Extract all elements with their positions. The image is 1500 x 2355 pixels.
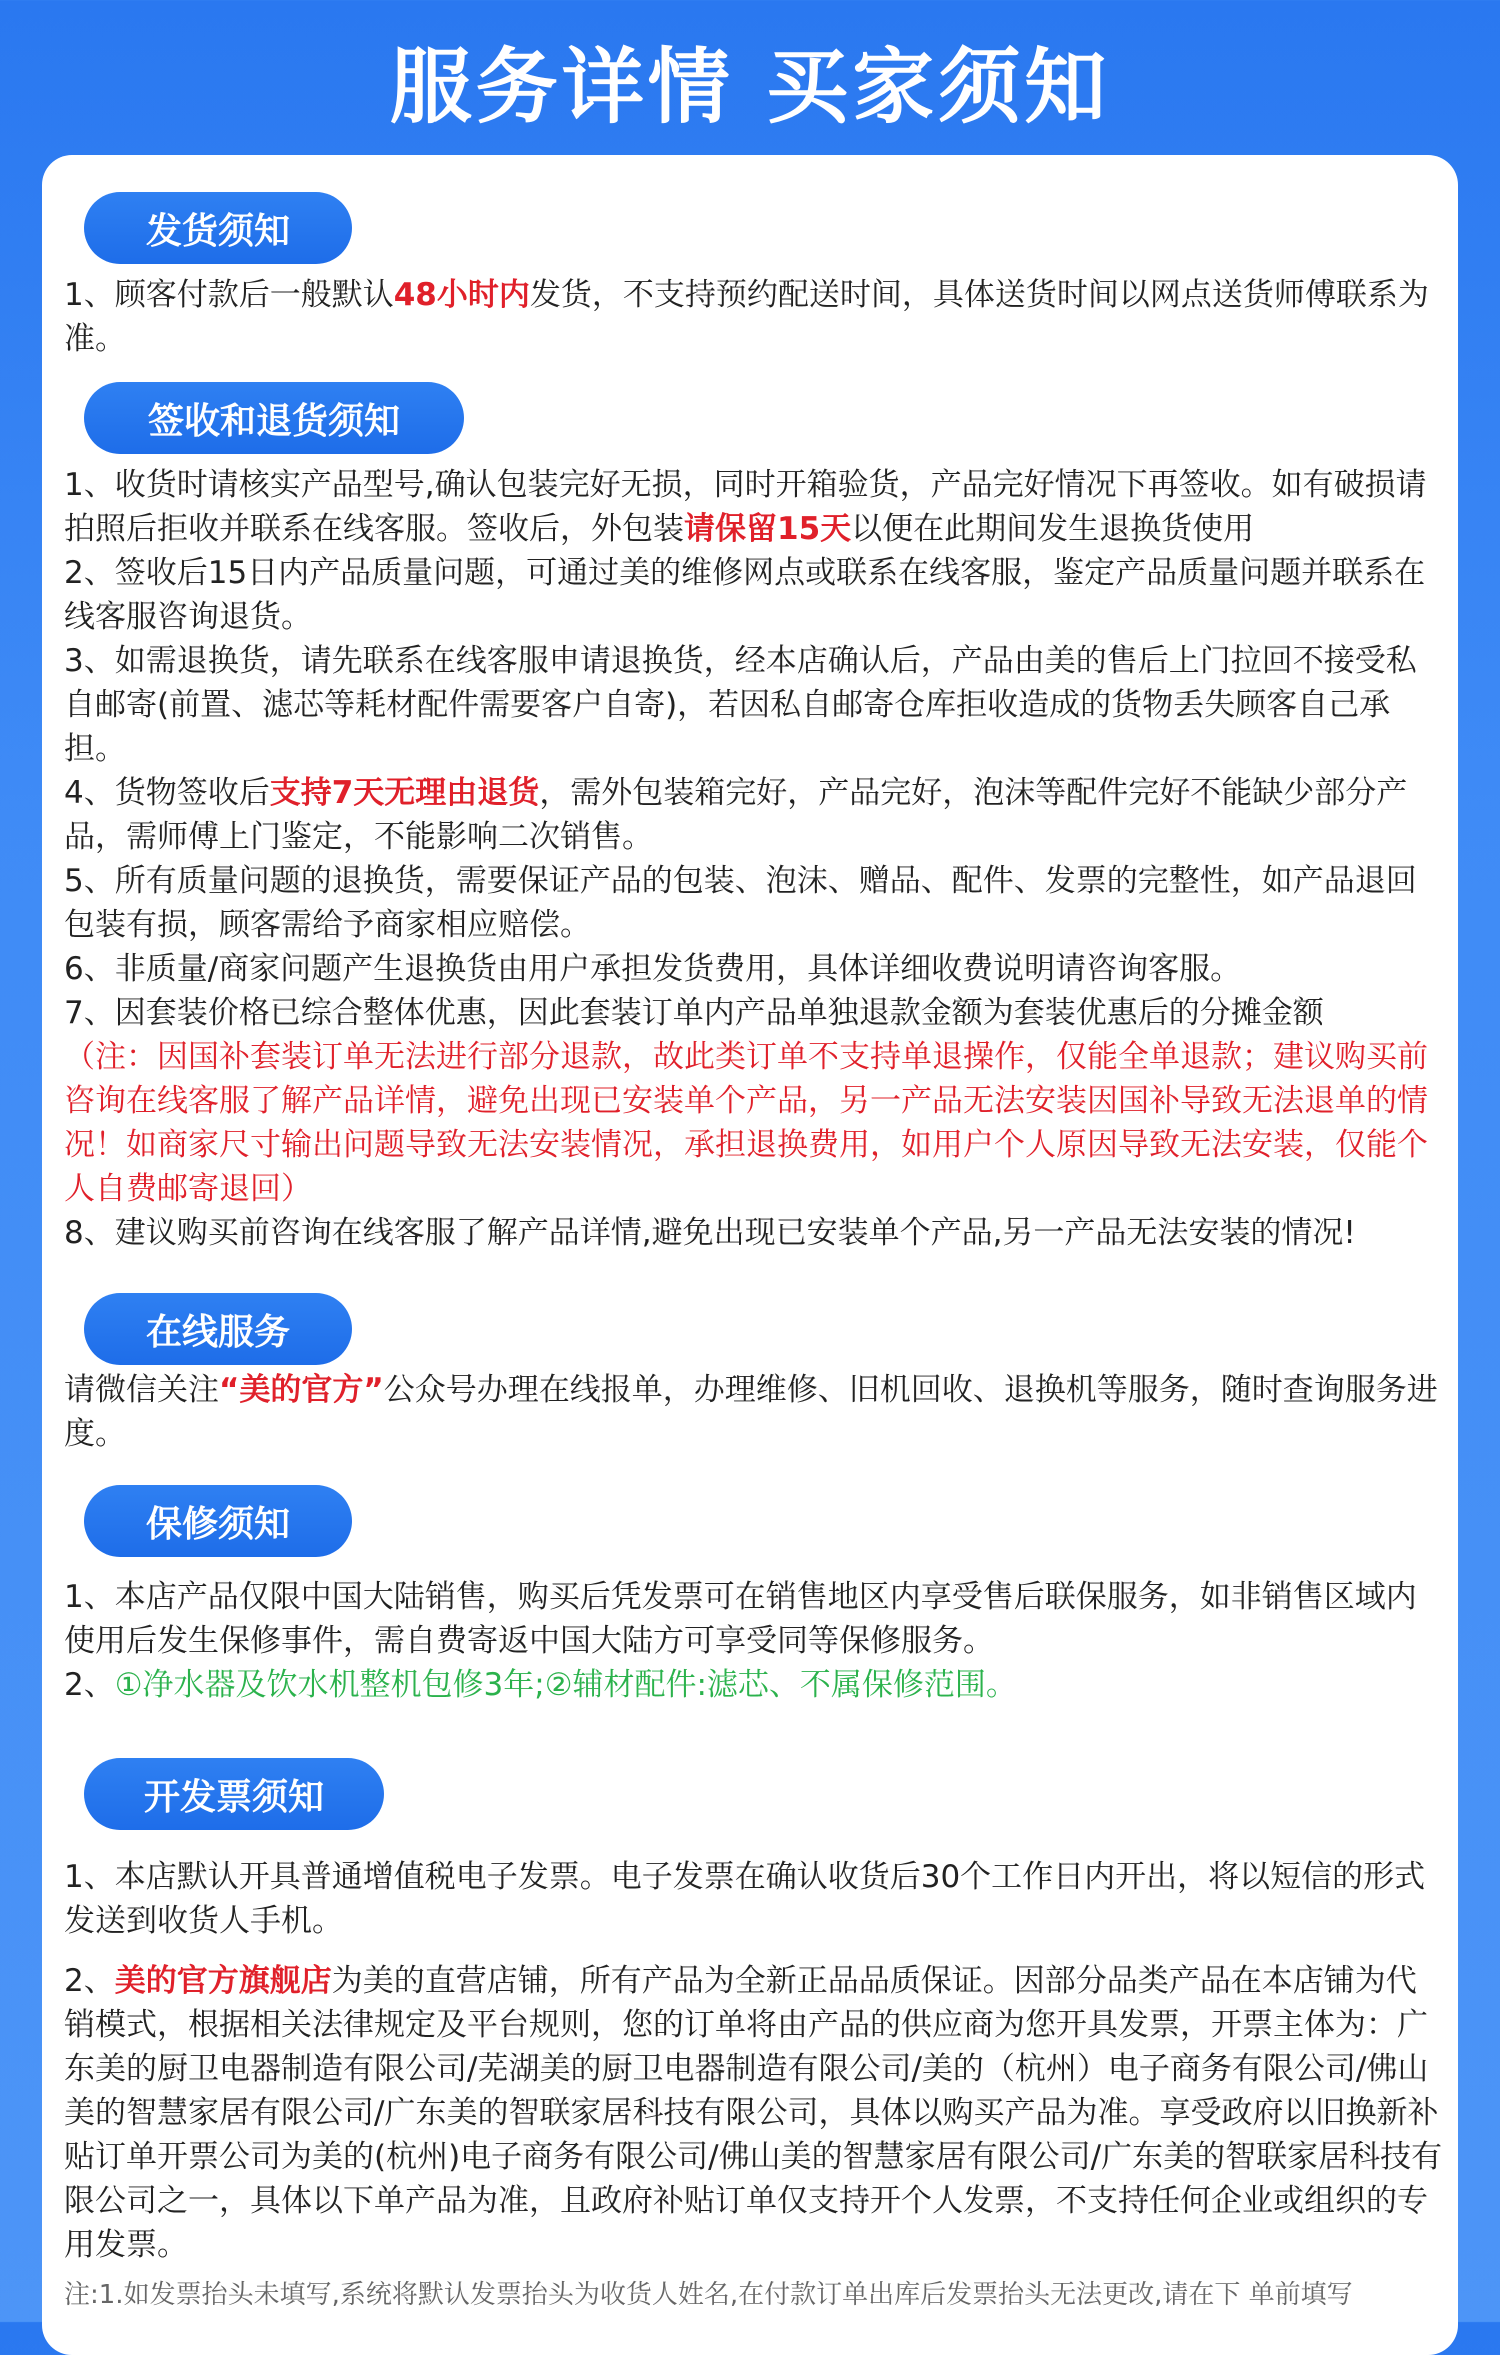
returns-list (64, 463, 1444, 1255)
shipping-time-highlight: 48小时内 (393, 277, 530, 313)
invoice-item-2-suffix: 为美的直营店铺，所有产品为全新正品品质保证。因部分品类产品在本店铺为代销模式，根据相关法律规定及平台规则，您的订单将由产品的供应商为您开具发票，开票主体为：广东美的厨卫电器制造有限公司/芜湖美的厨卫电器制造有限公司/美的（杭州）电子商务有限公司/佛山美的智慧家居有限公司/广东美的智联家居科技有限公司，具体以购买产品为准。享受政府以旧换新补贴订单开票公司为美的(杭州)电子商务有限公司/佛山美的智慧家居有限公司/广东美的智联家居科技有限公司之一，具体以下单产品为准，且政府补贴订单仅支持开个人发票，不支持任何企业或组织的专用发票。 (64, 1963, 1443, 2263)
returns-item-2: 2、签收后15日内产品质量问题，可通过美的维修网点或联系在线客服，鉴定产品质量问题并联系在线客服咨询退货。 (64, 555, 1426, 635)
page-header (0, 0, 1500, 160)
returns-item-7: 7、因套装价格已综合整体优惠，因此套装订单内产品单独退款金额为套装优惠后的分摊金额 (64, 995, 1324, 1031)
returns-item-5: 5、所有质量问题的退换货，需要保证产品的包装、泡沫、赠品、配件、发票的完整性，如产品退回包装有损，顾客需给予商家相应赔偿。 (64, 863, 1417, 943)
content-card (42, 155, 1458, 2355)
online-text (64, 1368, 1444, 1456)
section-title-online: 在线服务 (84, 1293, 352, 1365)
returns-item-1 (64, 463, 1444, 551)
returns-item-8: 8、建议购买前咨询在线客服了解产品详情,避免出现已安装单个产品,另一产品无法安装的情况! (64, 1215, 1356, 1251)
section-title-returns: 签收和退货须知 (84, 382, 464, 454)
returns-item-4 (64, 771, 1444, 859)
section-title-warranty: 保修须知 (84, 1485, 352, 1557)
warranty-list (64, 1575, 1444, 1707)
flagship-store-highlight: 美的官方旗舰店 (114, 1963, 332, 1999)
invoice-list (64, 1855, 1444, 2313)
warranty-item-2-prefix: 2、 (64, 1667, 115, 1703)
section-title-shipping: 发货须知 (84, 192, 352, 264)
warranty-item-1: 1、本店产品仅限中国大陆销售，购买后凭发票可在销售地区内享受售后联保服务，如非销售区域内使用后发生保修事件，需自费寄返中国大陆方可享受同等保修服务。 (64, 1579, 1417, 1659)
returns-item-3: 3、如需退换货，请先联系在线客服申请退换货，经本店确认后，产品由美的售后上门拉回不接受私自邮寄(前置、滤芯等耗材配件需要客户自寄)，若因私自邮寄仓库拒收造成的货物丢失顾客自己承担。 (64, 643, 1417, 767)
warranty-item-2 (64, 1663, 1444, 1707)
returns-item-7-note: （注：因国补套装订单无法进行部分退款，故此类订单不支持单退操作，仅能全单退款；建议购买前咨询在线客服了解产品详情，避免出现已安装单个产品，另一产品无法安装因国补导致无法退单的情况！如商家尺寸输出问题导致无法安装情况，承担退换费用，如用户个人原因导致无法安装，仅能个人自费邮寄退回） (64, 1039, 1428, 1207)
keep-package-highlight: 请保留15天 (684, 511, 852, 547)
invoice-item-2-prefix: 2、 (64, 1963, 115, 1999)
returns-item-1-suffix: 以便在此期间发生退换货使用 (851, 511, 1255, 547)
shipping-item-1 (64, 273, 1444, 361)
section-title-invoice: 开发票须知 (84, 1758, 384, 1830)
invoice-item-2 (64, 1959, 1444, 2267)
invoice-item-1: 1、本店默认开具普通增值税电子发票。电子发票在确认收货后30个工作日内开出，将以短信的形式发送到收货人手机。 (64, 1859, 1426, 1939)
page-title: 服务详情 买家须知 (389, 39, 1111, 135)
returns-item-1-prefix: 1、收货时请核实产品型号,确认包装完好无损，同时开箱验货，产品完好情况下再签收。如有破损请拍照后拒收并联系在线客服。签收后，外包装 (64, 467, 1427, 547)
online-text-prefix: 请微信关注 (64, 1372, 219, 1408)
returns-item-4-prefix: 4、货物签收后 (64, 775, 270, 811)
official-account-highlight: “美的官方” (219, 1372, 384, 1408)
online-text-suffix: 公众号办理在线报单，办理维修、旧机回收、退换机等服务，随时查询服务进度。 (64, 1372, 1438, 1452)
seven-day-return-highlight: 支持7天无理由退货 (269, 775, 540, 811)
invoice-note: 注:1.如发票抬头未填写,系统将默认发票抬头为收货人姓名,在付款订单出库后发票抬头无法更改,请在下 单前填写 (64, 2280, 1353, 2310)
warranty-terms-highlight: ①净水器及饮水机整机包修3年;②辅材配件:滤芯、不属保修范围。 (114, 1667, 1017, 1703)
returns-item-4-suffix: ，需外包装箱完好，产品完好，泡沫等配件完好不能缺少部分产品，需师傅上门鉴定，不能影响二次销售。 (64, 775, 1408, 855)
returns-item-6: 6、非质量/商家问题产生退换货由用户承担发货费用，具体详细收费说明请咨询客服。 (64, 951, 1242, 987)
shipping-item-1-suffix: 发货，不支持预约配送时间，具体送货时间以网点送货师傅联系为准。 (64, 277, 1429, 357)
shipping-item-1-prefix: 1、顾客付款后一般默认 (64, 277, 394, 313)
